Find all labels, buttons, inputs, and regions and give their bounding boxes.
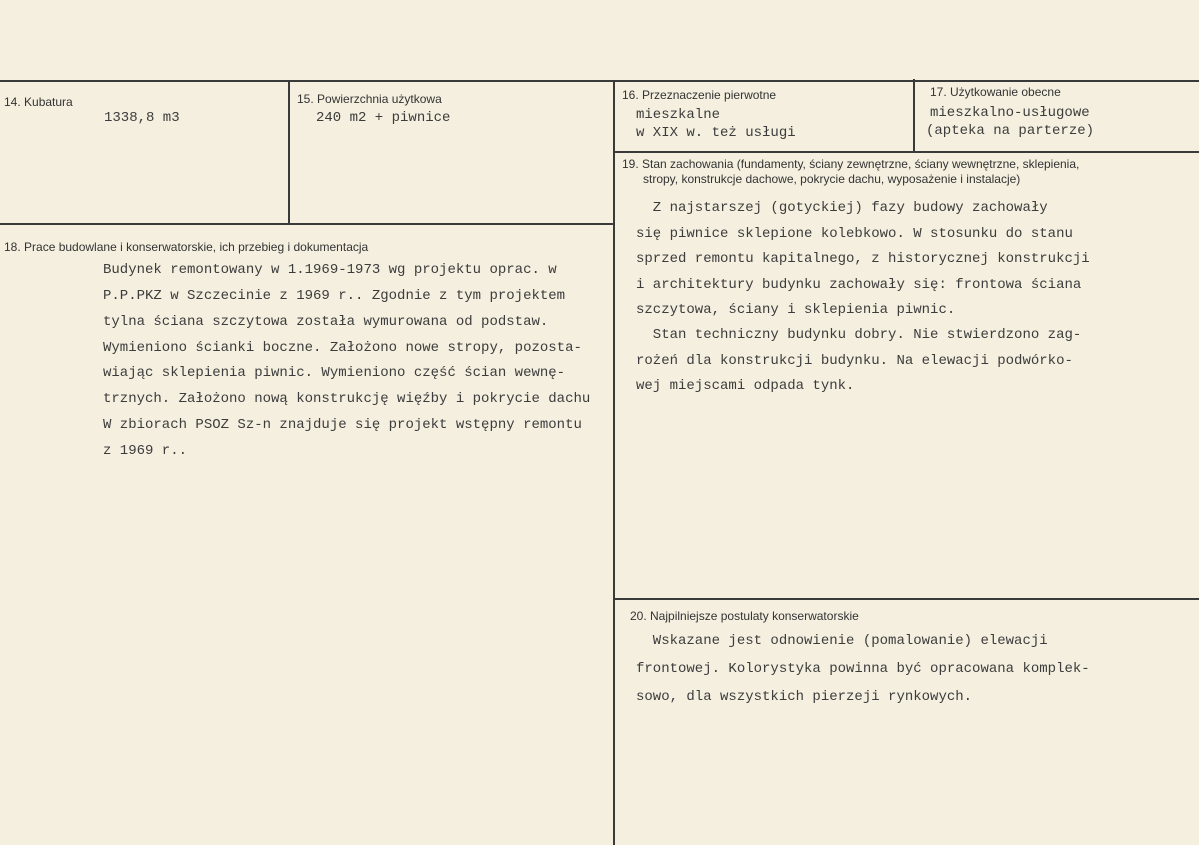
field-20-line: Wskazane jest odnowienie (pomalowanie) elewacji — [636, 633, 1048, 649]
top-border-line — [0, 80, 1199, 82]
field-19-line: i architektury budynku zachowały się: frontowa ściana — [636, 277, 1082, 293]
row-divider-right-top — [614, 151, 1199, 153]
field-20-line: sowo, dla wszystkich pierzeji rynkowych. — [636, 689, 973, 705]
field-18-line: trznych. Założono nową konstrukcję więźby i pokrycie dachu — [103, 391, 591, 407]
field-16-label: 16. Przeznaczenie pierwotne — [622, 88, 777, 102]
field-18-line: Wymieniono ścianki boczne. Założono nowe stropy, pozosta- — [103, 340, 582, 356]
divider-left-right — [613, 81, 615, 845]
field-17-line: mieszkalno-usługowe — [930, 105, 1090, 121]
field-14-value: 1338,8 m3 — [104, 110, 180, 126]
field-19-line: wej miejscami odpada tynk. — [636, 378, 855, 394]
field-19-line: Z najstarszej (gotyckiej) fazy budowy zachowały — [636, 200, 1048, 216]
divider-14-15 — [288, 81, 290, 224]
field-19-line: sprzed remontu kapitalnego, z historycznej konstrukcji — [636, 251, 1090, 267]
divider-16-17 — [913, 79, 915, 152]
field-20-line: frontowej. Kolorystyka powinna być opracowana komplek- — [636, 661, 1090, 677]
row-divider-left — [0, 223, 614, 225]
field-14-label: 14. Kubatura — [4, 95, 73, 109]
field-17-line: (apteka na parterze) — [926, 123, 1095, 139]
field-16-line: mieszkalne — [636, 107, 721, 123]
field-16-line: w XIX w. też usługi — [636, 125, 796, 141]
field-18-line: P.P.PKZ w Szczecinie z 1969 r.. Zgodnie z tym projektem — [103, 288, 566, 304]
field-19-line: rożeń dla konstrukcji budynku. Na elewacji podwórko- — [636, 353, 1073, 369]
row-divider-19-20 — [614, 598, 1199, 600]
field-18-line: tylna ściana szczytowa została wymurowana od podstaw. — [103, 314, 549, 330]
field-19-line: się piwnice sklepione kolebkowo. W stosunku do stanu — [636, 226, 1073, 242]
field-19-label-continued: stropy, konstrukcje dachowe, pokrycie dachu, wyposażenie i instalacje) — [643, 172, 1021, 186]
field-17-label: 17. Użytkowanie obecne — [930, 85, 1061, 99]
field-18-label: 18. Prace budowlane i konserwatorskie, ich przebieg i dokumentacja — [4, 240, 369, 254]
field-18-line: z 1969 r.. — [103, 443, 188, 459]
field-18-line: wiając sklepienia piwnic. Wymieniono część ścian wewnę- — [103, 365, 566, 381]
field-19-line: Stan techniczny budynku dobry. Nie stwierdzono zag- — [636, 327, 1082, 343]
field-15-value: 240 m2 + piwnice — [316, 110, 451, 126]
field-15-label: 15. Powierzchnia użytkowa — [297, 92, 442, 106]
field-19-line: szczytowa, ściany i sklepienia piwnic. — [636, 302, 956, 318]
field-19-label: 19. Stan zachowania (fundamenty, ściany zewnętrzne, ściany wewnętrzne, sklepienia, — [622, 157, 1080, 171]
field-18-line: W zbiorach PSOZ Sz-n znajduje się projekt wstępny remontu — [103, 417, 582, 433]
field-20-label: 20. Najpilniejsze postulaty konserwatorskie — [630, 609, 859, 623]
field-18-line: Budynek remontowany w 1.1969-1973 wg projektu oprac. w — [103, 262, 557, 278]
